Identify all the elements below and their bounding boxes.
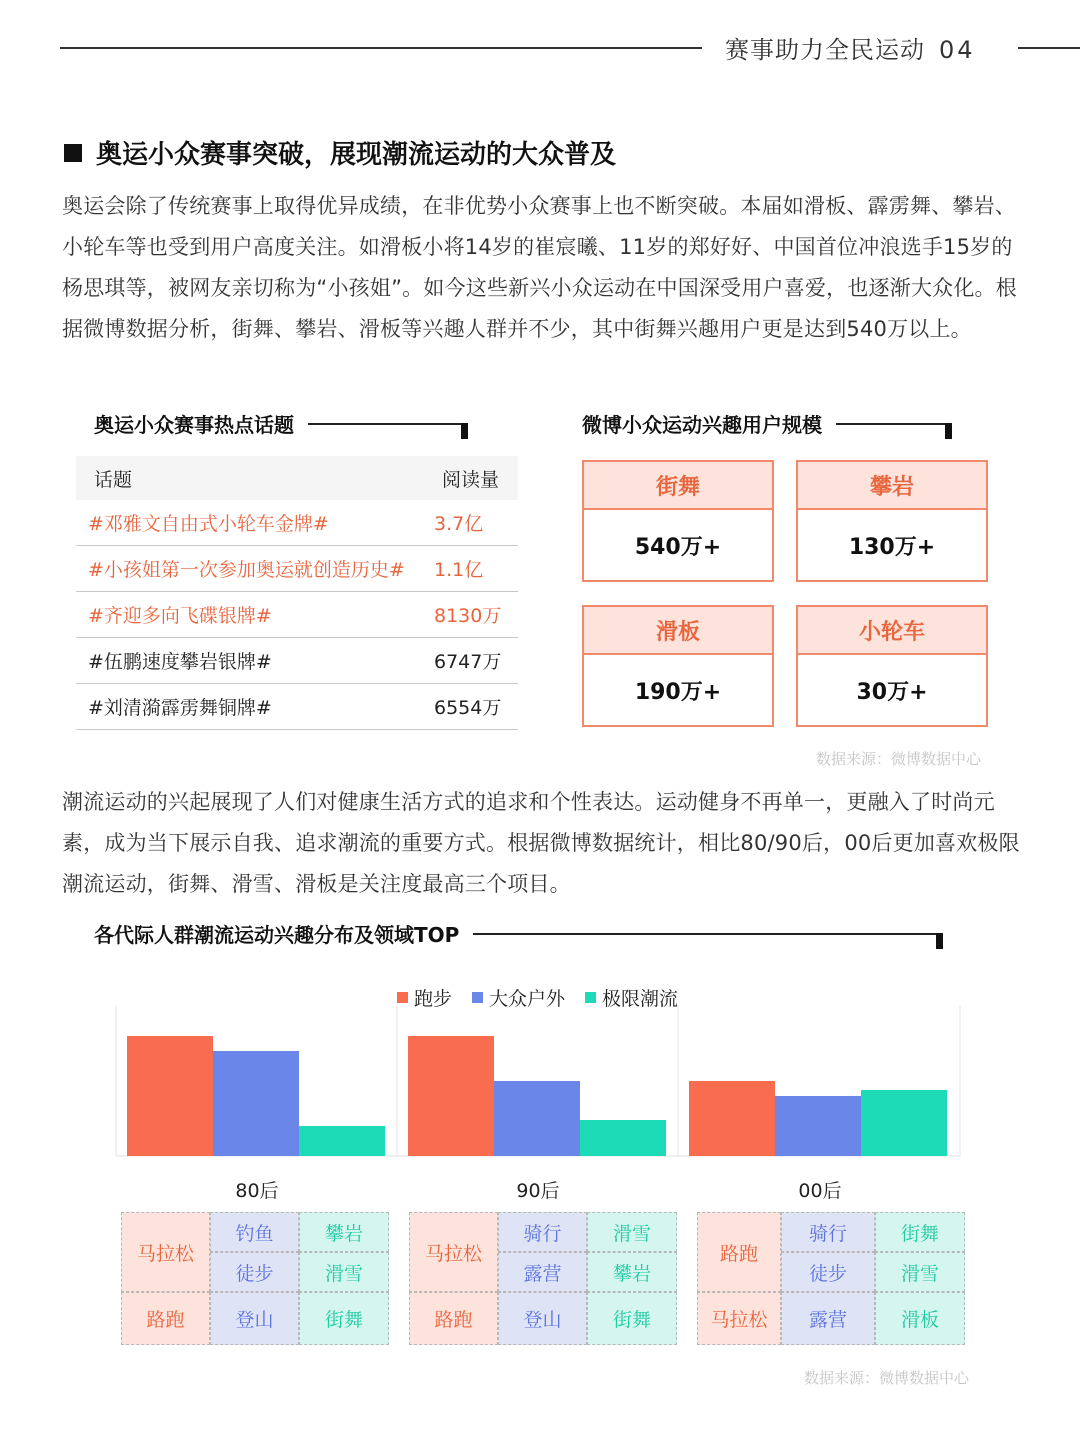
scale-heading — [582, 409, 952, 438]
bar-极限潮流-90后 — [580, 1120, 666, 1156]
scale-card-value: 130万+ — [848, 534, 936, 560]
scale-title: 微博小众运动兴趣用户规模 — [582, 413, 822, 437]
topic-row — [76, 638, 518, 684]
header-rule — [60, 47, 702, 49]
domain-cell-outdoor: 徒步 — [210, 1252, 299, 1292]
scale-card-name: 攀岩 — [798, 462, 986, 510]
domain-cell-extreme: 攀岩 — [299, 1212, 389, 1252]
chart-section-title: 各代际人群潮流运动兴趣分布及领域TOP — [94, 923, 460, 947]
domain-cell-extreme: 滑板 — [875, 1292, 965, 1345]
page-number: 04 — [939, 36, 976, 64]
scale-card-skateboard — [582, 605, 774, 727]
legend-label: 跑步 — [414, 988, 453, 1010]
topic-hashtag: #邓雅文自由式小轮车金牌# — [88, 513, 329, 535]
scale-card-bmx — [796, 605, 988, 727]
category-label: 00后 — [798, 1180, 842, 1202]
bar-极限潮流-00后 — [861, 1090, 947, 1156]
category-label: 80后 — [235, 1180, 279, 1202]
domain-top-grid-90s — [409, 1212, 677, 1345]
domain-cell-extreme: 街舞 — [875, 1212, 965, 1252]
scale-card-name: 小轮车 — [798, 607, 986, 655]
domain-cell-running-bottom: 路跑 — [409, 1292, 498, 1345]
domain-cell-outdoor: 骑行 — [498, 1212, 587, 1252]
domain-top-grid-00s — [697, 1212, 965, 1345]
domain-cell-outdoor: 登山 — [498, 1292, 587, 1345]
domain-cell-running-top: 马拉松 — [121, 1212, 210, 1292]
topic-hashtag: #齐迎多向飞碟银牌# — [88, 605, 272, 627]
domain-cell-outdoor: 登山 — [210, 1292, 299, 1345]
scale-source: 数据来源：微博数据中心 — [816, 750, 982, 768]
topic-column-header: 话题 — [94, 468, 133, 491]
topics-heading — [94, 409, 468, 438]
topics-title-rule — [308, 423, 468, 425]
domain-cell-outdoor: 骑行 — [781, 1212, 875, 1252]
scale-card-value: 540万+ — [634, 534, 722, 560]
square-bullet-icon — [64, 144, 82, 162]
topic-row — [76, 500, 518, 546]
reads-column-header: 阅读量 — [442, 468, 500, 491]
scale-title-rule — [836, 423, 952, 425]
section-heading — [64, 134, 616, 171]
topic-reads: 6554万 — [434, 697, 502, 719]
domain-cell-extreme: 滑雪 — [875, 1252, 965, 1292]
generation-interest-bar-chart — [112, 1000, 968, 1160]
domain-cell-outdoor: 钓鱼 — [210, 1212, 299, 1252]
domain-cell-extreme: 滑雪 — [587, 1212, 677, 1252]
chart-title-rule — [473, 933, 943, 935]
bar-跑步-90后 — [408, 1036, 494, 1156]
domain-cell-running-bottom: 马拉松 — [697, 1292, 781, 1345]
topic-reads: 3.7亿 — [434, 513, 484, 535]
domain-cell-running-top: 路跑 — [697, 1212, 781, 1292]
domain-cell-outdoor: 露营 — [781, 1292, 875, 1345]
bar-跑步-80后 — [127, 1036, 213, 1156]
scale-card-name: 街舞 — [584, 462, 772, 510]
header-rule-right — [1018, 47, 1080, 49]
domain-cell-outdoor: 徒步 — [781, 1252, 875, 1292]
bar-跑步-00后 — [689, 1081, 775, 1156]
topic-row — [76, 592, 518, 638]
domain-cell-extreme: 街舞 — [299, 1292, 389, 1345]
topic-hashtag: #伍鹏速度攀岩银牌# — [88, 651, 272, 673]
legend-label: 大众户外 — [489, 988, 566, 1010]
topic-row — [76, 684, 518, 730]
topic-hashtag: #刘清漪霹雳舞铜牌# — [88, 697, 272, 719]
header-title — [725, 30, 976, 65]
chart-source: 数据来源：微博数据中心 — [804, 1369, 970, 1387]
scale-card-climbing — [796, 460, 988, 582]
domain-cell-outdoor: 露营 — [498, 1252, 587, 1292]
domain-cell-extreme: 攀岩 — [587, 1252, 677, 1292]
topics-table — [76, 456, 518, 730]
topics-title: 奥运小众赛事热点话题 — [94, 413, 294, 437]
bar-大众户外-00后 — [775, 1096, 861, 1156]
topic-reads: 1.1亿 — [434, 559, 484, 581]
domain-top-grid-80s — [121, 1212, 389, 1345]
section-heading-text: 奥运小众赛事突破，展现潮流运动的大众普及 — [96, 140, 617, 170]
category-label: 90后 — [516, 1180, 560, 1202]
domain-cell-extreme: 街舞 — [587, 1292, 677, 1345]
bar-大众户外-80后 — [213, 1051, 299, 1156]
scale-card-value: 190万+ — [634, 679, 722, 705]
header-title-text: 赛事助力全民运动 — [725, 36, 925, 64]
intro-paragraph: 奥运会除了传统赛事上取得优异成绩，在非优势小众赛事上也不断突破。本届如滑板、霹雳舞、攀岩、小轮车等也受到用户高度关注。如滑板小将14岁的崔宸曦、11岁的郑好好、中国首位冲浪选手15岁的杨思琪等，被网友亲切称为“小孩姐”。如今这些新兴小众运动在中国深受用户喜爱，也逐渐大众化。根据微博数据分析，街舞、攀岩、滑板等兴趣人群并不少，其中街舞兴趣用户更是达到540万以上。 — [62, 194, 1017, 341]
scale-card-name: 滑板 — [584, 607, 772, 655]
legend-label: 极限潮流 — [602, 988, 679, 1010]
domain-cell-running-top: 马拉松 — [409, 1212, 498, 1292]
scale-card-value: 30万+ — [856, 679, 928, 705]
domain-cell-extreme: 滑雪 — [299, 1252, 389, 1292]
trend-paragraph: 潮流运动的兴起展现了人们对健康生活方式的追求和个性表达。运动健身不再单一，更融入了时尚元素，成为当下展示自我、追求潮流的重要方式。根据微博数据统计，相比80/90后，00后更加喜欢极限潮流运动，街舞、滑雪、滑板是关注度最高三个项目。 — [62, 790, 1020, 896]
topic-reads: 8130万 — [434, 605, 502, 627]
chart-heading — [94, 919, 943, 948]
scale-card-breaking — [582, 460, 774, 582]
topic-row — [76, 546, 518, 592]
bar-极限潮流-80后 — [299, 1126, 385, 1156]
domain-cell-running-bottom: 路跑 — [121, 1292, 210, 1345]
topic-reads: 6747万 — [434, 651, 502, 673]
bar-大众户外-90后 — [494, 1081, 580, 1156]
topics-table-header — [76, 456, 518, 500]
topic-hashtag: #小孩姐第一次参加奥运就创造历史# — [88, 559, 405, 581]
